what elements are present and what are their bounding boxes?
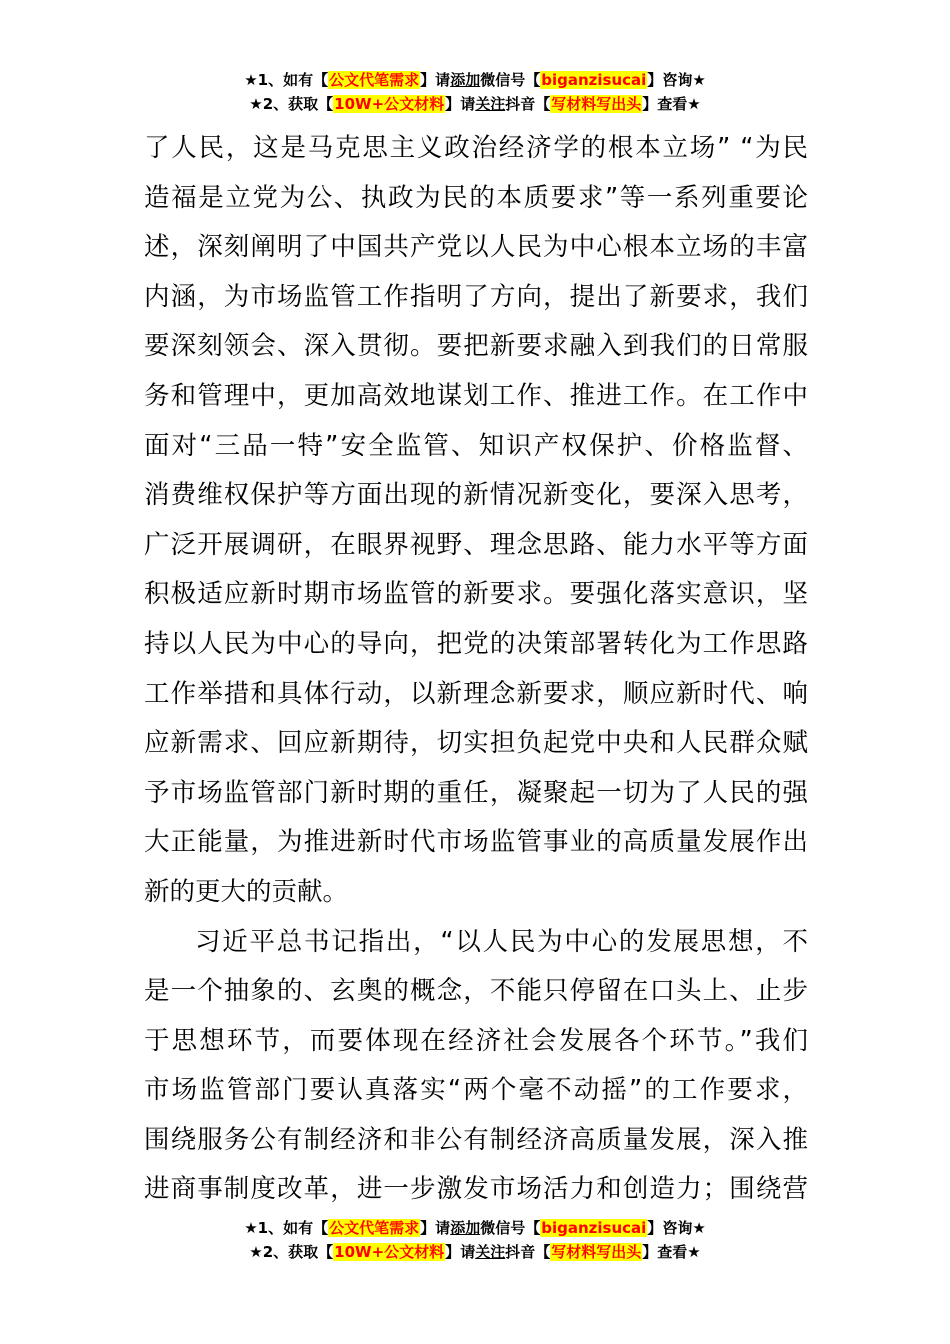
text-line: 要深刻领会、深入贯彻。要把新要求融入到我们的日常服 <box>144 331 808 362</box>
text-line: 广泛开展调研，在眼界视野、理念思路、能力水平等方面 <box>144 529 808 560</box>
banner-line-2: ★2、获取【10W+公文材料】请关注抖音【写材料写出头】查看★ <box>249 95 701 113</box>
text-line: 务和管理中，更加高效地谋划工作、推进工作。在工作中 <box>144 380 808 411</box>
text-line: 工作举措和具体行动，以新理念新要求，顺应新时代、响 <box>144 678 808 709</box>
banner-highlight: 写材料写出头 <box>551 95 642 113</box>
banner-line-2: ★2、获取【10W+公文材料】请关注抖音【写材料写出头】查看★ <box>249 1243 701 1261</box>
text-line: 进商事制度改革，进一步激发市场活力和创造力；围绕营 <box>144 1174 808 1205</box>
text-line: 持以人民为中心的导向，把党的决策部署转化为工作思路 <box>144 628 808 659</box>
text-line: 新的更大的贡献。 <box>144 876 349 907</box>
text-line: 围绕服务公有制经济和非公有制经济高质量发展，深入推 <box>144 1124 808 1155</box>
banner-highlight: 写材料写出头 <box>551 1243 642 1261</box>
paragraph <box>144 124 808 918</box>
text-line: 大正能量，为推进新时代市场监管事业的高质量发展作出 <box>144 827 808 858</box>
banner-highlight: 公文代笔需求 <box>329 71 420 89</box>
text-line: 习近平总书记指出，“以人民为中心的发展思想，不 <box>195 926 808 957</box>
document-body <box>144 124 808 1215</box>
text-line: 是一个抽象的、玄奥的概念，不能只停留在口头上、止步 <box>144 976 808 1007</box>
banner-highlight: biganzisucai <box>541 71 647 89</box>
text-line: 予市场监管部门新时期的重任，凝聚起一切为了人民的强 <box>144 777 808 808</box>
banner-highlight: biganzisucai <box>541 1219 647 1237</box>
text-line: 消费维权保护等方面出现的新情况新变化，要深入思考， <box>144 480 808 511</box>
footer-banner <box>0 1216 950 1264</box>
text-line: 于思想环节，而要体现在经济社会发展各个环节。”我们 <box>144 1025 808 1056</box>
banner-line-1: ★1、如有【公文代笔需求】请添加微信号【biganzisucai】咨询★ <box>244 1219 706 1237</box>
text-line: 了人民，这是马克思主义政治经济学的根本立场” “为民 <box>144 133 808 163</box>
paragraph <box>144 918 808 1216</box>
header-banner <box>0 68 950 116</box>
text-line: 积极适应新时期市场监管的新要求。要强化落实意识，坚 <box>144 579 808 610</box>
text-line: 市场监管部门要认真落实“两个毫不动摇”的工作要求， <box>144 1075 808 1106</box>
text-line: 面对“三品一特”安全监管、知识产权保护、价格监督、 <box>144 430 808 461</box>
banner-highlight: 10W+公文材料 <box>334 95 445 113</box>
text-line: 应新需求、回应新期待，切实担负起党中央和人民群众赋 <box>144 728 808 759</box>
text-line: 述，深刻阐明了中国共产党以人民为中心根本立场的丰富 <box>144 232 808 263</box>
banner-highlight: 公文代笔需求 <box>329 1219 420 1237</box>
text-line: 造福是立党为公、执政为民的本质要求”等一系列重要论 <box>144 182 808 213</box>
banner-highlight: 10W+公文材料 <box>334 1243 445 1261</box>
banner-line-1: ★1、如有【公文代笔需求】请添加微信号【biganzisucai】咨询★ <box>244 71 706 89</box>
text-line: 内涵，为市场监管工作指明了方向，提出了新要求，我们 <box>144 281 808 312</box>
